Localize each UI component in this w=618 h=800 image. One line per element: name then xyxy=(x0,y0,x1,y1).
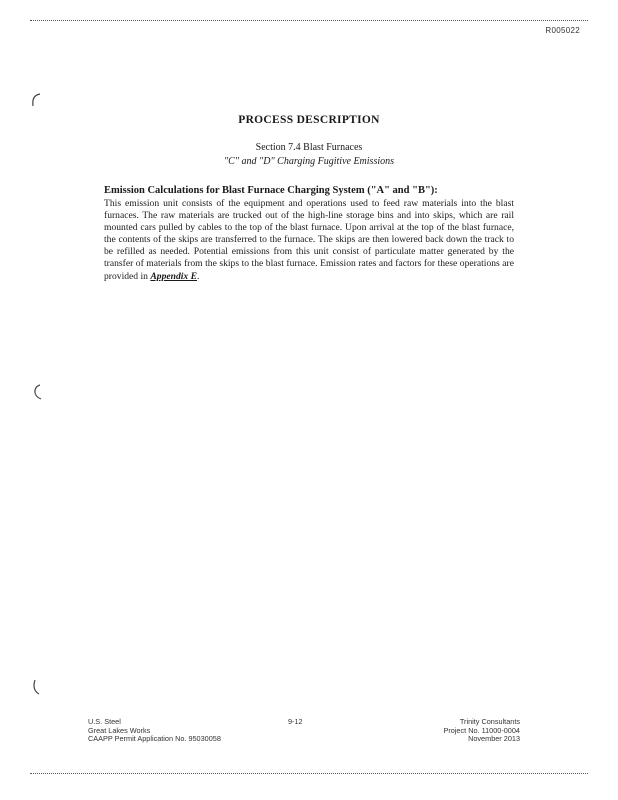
footer-page-number: 9-12 xyxy=(288,717,303,726)
page-title: PROCESS DESCRIPTION xyxy=(238,114,380,126)
section-title: Section 7.4 Blast Furnaces xyxy=(255,142,363,153)
description-paragraph: This emission unit consists of the equipment and operations used to feed raw materials into the blast furnaces. The raw materials are trucked out of the high-line storage bins and into skips, which are rail mounted cars pulled by cables to the top of the blast furnace. Upon arrival at the top of the blast furnace, the contents of the skips are transferred to the furnace. The skips are then lowered back down the track to be refilled as needed. Potential emissions from this unit consist of particulate matter generated by the transfer of materials from the skips to the blast furnace. Emission rates and factors for these operations are provided in Appendix E. xyxy=(104,198,514,282)
page-id: R005022 xyxy=(545,26,580,35)
punch-hole-mark-middle xyxy=(30,384,44,400)
emission-heading: Emission Calculations for Blast Furnace Charging System ("A" and "B"): xyxy=(104,185,438,196)
footer-facility: Great Lakes Works xyxy=(88,725,151,735)
footer-consultant: Trinity Consultants xyxy=(459,717,520,726)
footer-date: November 2013 xyxy=(468,734,520,744)
paragraph-text: This emission unit consists of the equipment and operations used to feed raw materials into the blast furnaces. The raw materials are trucked out of the high-line storage bins and into skips, which are rail mounted cars pulled by cables to the top of the blast furnace. Upon arrival at the top of the blast furnace, the contents of the skips are transferred to the furnace. The skips are then lowered back down the track to be refilled as needed. Potential emissions from this unit consist of particulate matter generated by the transfer of materials from the skips to the blast furnace. Emission rates and factors for these operations are provided in xyxy=(104,198,514,282)
footer-company: U.S. Steel xyxy=(88,717,121,726)
punch-hole-mark-top xyxy=(30,92,44,108)
footer-left xyxy=(88,718,221,744)
punch-hole-mark-bottom xyxy=(30,679,44,695)
appendix-link: Appendix E xyxy=(150,270,198,282)
footer-project: Project No. 11000-0004 xyxy=(443,725,520,735)
footer-permit: CAAPP Permit Application No. 95030058 xyxy=(88,734,221,744)
scan-edge-top xyxy=(30,20,588,21)
scan-edge-bottom xyxy=(30,773,588,774)
subsection-title: "C" and "D" Charging Fugitive Emissions xyxy=(223,156,395,167)
footer-right xyxy=(443,718,520,744)
